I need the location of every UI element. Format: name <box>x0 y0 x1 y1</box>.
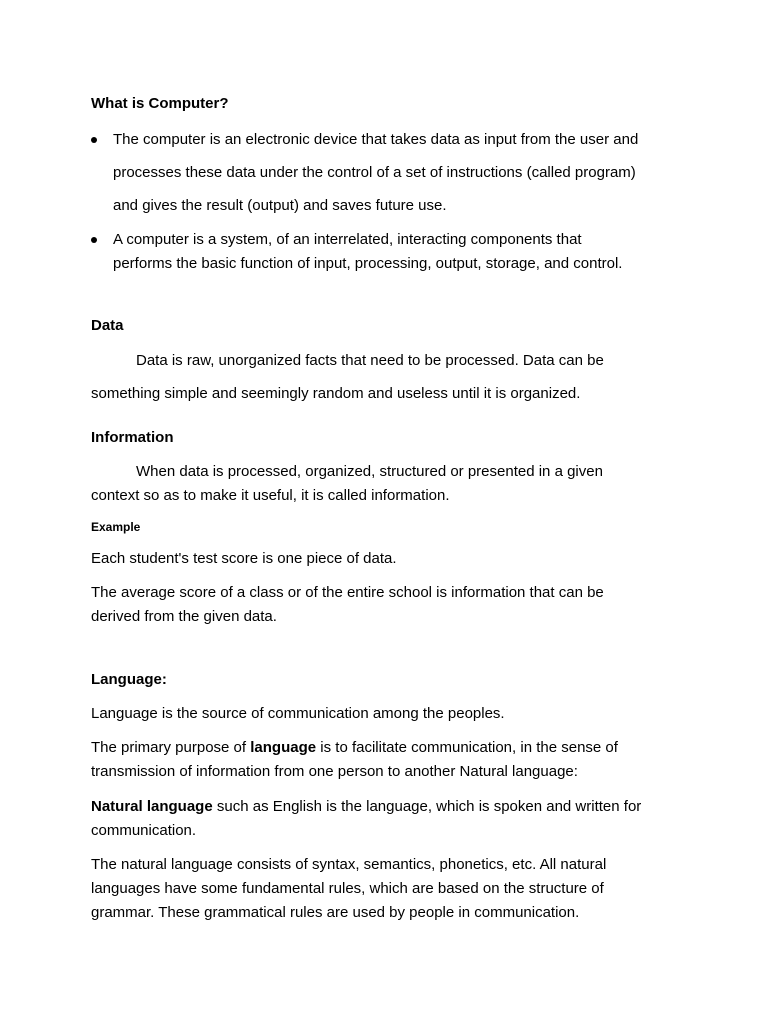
text-line: and gives the result (output) and saves future use. <box>113 197 447 214</box>
text-line: languages have some fundamental rules, which are based on the structure of <box>91 880 604 897</box>
text-line: processes these data under the control of a set of instructions (called program) <box>113 164 636 181</box>
text-line <box>91 736 691 760</box>
paragraph-language-4 <box>91 853 691 925</box>
bold-term-language: language <box>250 739 317 756</box>
heading-information: Information <box>91 429 174 446</box>
text-line: The natural language consists of syntax, semantics, phonetics, etc. All natural <box>91 856 607 873</box>
text-line <box>91 795 691 819</box>
paragraph-language-3 <box>91 795 691 843</box>
paragraph-language-2 <box>91 736 691 784</box>
text-line: The computer is an electronic device that takes data as input from the user and <box>113 131 639 148</box>
bullet-marker <box>91 228 101 252</box>
heading-data: Data <box>91 317 124 334</box>
paragraph-example-2 <box>91 581 691 629</box>
text-line: derived from the given data. <box>91 608 277 625</box>
bold-term-natural-language: Natural language <box>91 798 213 815</box>
text-line: communication. <box>91 822 197 839</box>
heading-what-is-computer: What is Computer? <box>91 95 229 112</box>
text-line: context so as to make it useful, it is called information. <box>91 487 450 504</box>
text-line: grammar. These grammatical rules are used by people in communication. <box>91 904 580 921</box>
heading-example: Example <box>91 520 141 534</box>
text-line: Data is raw, unorganized facts that need to be processed. Data can be <box>136 352 604 369</box>
paragraph-information <box>91 460 691 508</box>
text-line: The average score of a class or of the entire school is information that can be <box>91 584 604 601</box>
paragraph-example-1: Each student's test score is one piece of data. <box>91 550 397 567</box>
text-line: When data is processed, organized, structured or presented in a given <box>136 463 603 480</box>
paragraph-data <box>91 349 691 406</box>
paragraph-language-1: Language is the source of communication among the peoples. <box>91 705 505 722</box>
bullet-marker <box>91 128 101 152</box>
text-line: A computer is a system, of an interrelated, interacting components that <box>113 231 582 248</box>
text-line: something simple and seemingly random and useless until it is organized. <box>91 385 581 402</box>
heading-language: Language: <box>91 671 167 688</box>
text-fragment: The primary purpose of <box>91 739 251 756</box>
text-fragment: such as English is the language, which is spoken and written for <box>212 798 642 815</box>
text-fragment: is to facilitate communication, in the sense of <box>316 739 618 756</box>
text-line: transmission of information from one person to another Natural language: <box>91 763 578 780</box>
bullet-computer-system <box>113 228 703 276</box>
bullet-computer-definition <box>113 128 703 218</box>
text-line: performs the basic function of input, processing, output, storage, and control. <box>113 255 623 272</box>
